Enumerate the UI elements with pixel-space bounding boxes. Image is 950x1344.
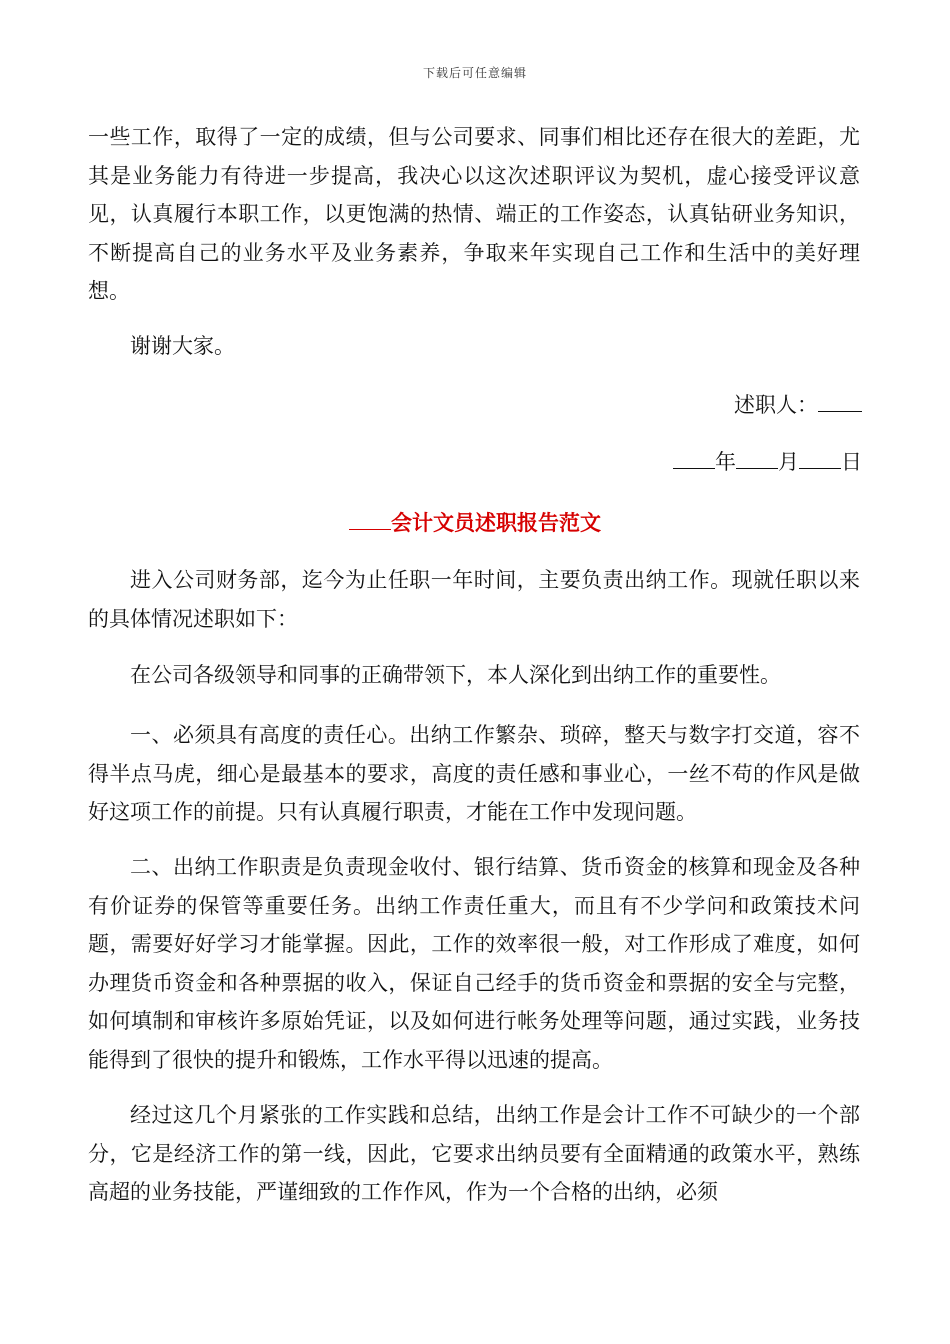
year-blank bbox=[673, 446, 715, 469]
header-note: 下载后可任意编辑 bbox=[422, 66, 527, 80]
section-title bbox=[0, 504, 950, 542]
date-line bbox=[673, 443, 862, 481]
day-label: 日 bbox=[841, 450, 862, 474]
paragraph-2: 在公司各级领导和同事的正确带领下，本人深化到出纳工作的重要性。 bbox=[130, 663, 781, 687]
signature-line bbox=[734, 386, 862, 424]
month-blank bbox=[736, 446, 778, 469]
intro-paragraph: 一些工作，取得了一定的成绩，但与公司要求、同事们相比还存在很大的差距，尤其是业务能力有待进一步提高，我决心以这次述职评议为契机，虚心接受评议意见，认真履行本职工作，以更饱满的热情、端正的工作姿态，认真钻研业务知识，不断提高自己的业务水平及业务素养，争取来年实现自己工作和生活中的美好理想。 bbox=[88, 125, 860, 304]
year-label: 年 bbox=[715, 450, 736, 474]
paragraph-1: 进入公司财务部，迄今为止任职一年时间，主要负责出纳工作。现就任职以来的具体情况述职如下： bbox=[88, 568, 860, 631]
section-title-text: 会计文员述职报告范文 bbox=[391, 511, 601, 535]
paragraph-5: 经过这几个月紧张的工作实践和总结，出纳工作是会计工作不可缺少的一个部分，它是经济工作的第一线，因此，它要求出纳员要有全面精通的政策水平，熟练高超的业务技能，严谨细致的工作作风，作为一个合格的出纳，必须 bbox=[88, 1103, 860, 1205]
paragraph-3: 一、必须具有高度的责任心。出纳工作繁杂、琐碎，整天与数字打交道，容不得半点马虎，细心是最基本的要求，高度的责任感和事业心，一丝不苟的作风是做好这项工作的前提。只有认真履行职责，才能在工作中发现问题。 bbox=[88, 723, 860, 825]
thanks-line: 谢谢大家。 bbox=[130, 334, 235, 358]
title-blank bbox=[349, 507, 391, 530]
signature-label: 述职人： bbox=[734, 393, 818, 417]
month-label: 月 bbox=[778, 450, 799, 474]
day-blank bbox=[799, 446, 841, 469]
paragraph-4: 二、出纳工作职责是负责现金收付、银行结算、货币资金的核算和现金及各种有价证券的保管等重要任务。出纳工作责任重大，而且有不少学问和政策技术问题，需要好好学习才能掌握。因此，工作的效率很一般，对工作形成了难度，如何办理货币资金和各种票据的收入，保证自己经手的货币资金和票据的安全与完整，如何填制和审核许多原始凭证，以及如何进行帐务处理等问题，通过实践，业务技能得到了很快的提升和锻炼，工作水平得以迅速的提高。 bbox=[88, 855, 860, 1072]
signature-blank bbox=[818, 389, 862, 412]
